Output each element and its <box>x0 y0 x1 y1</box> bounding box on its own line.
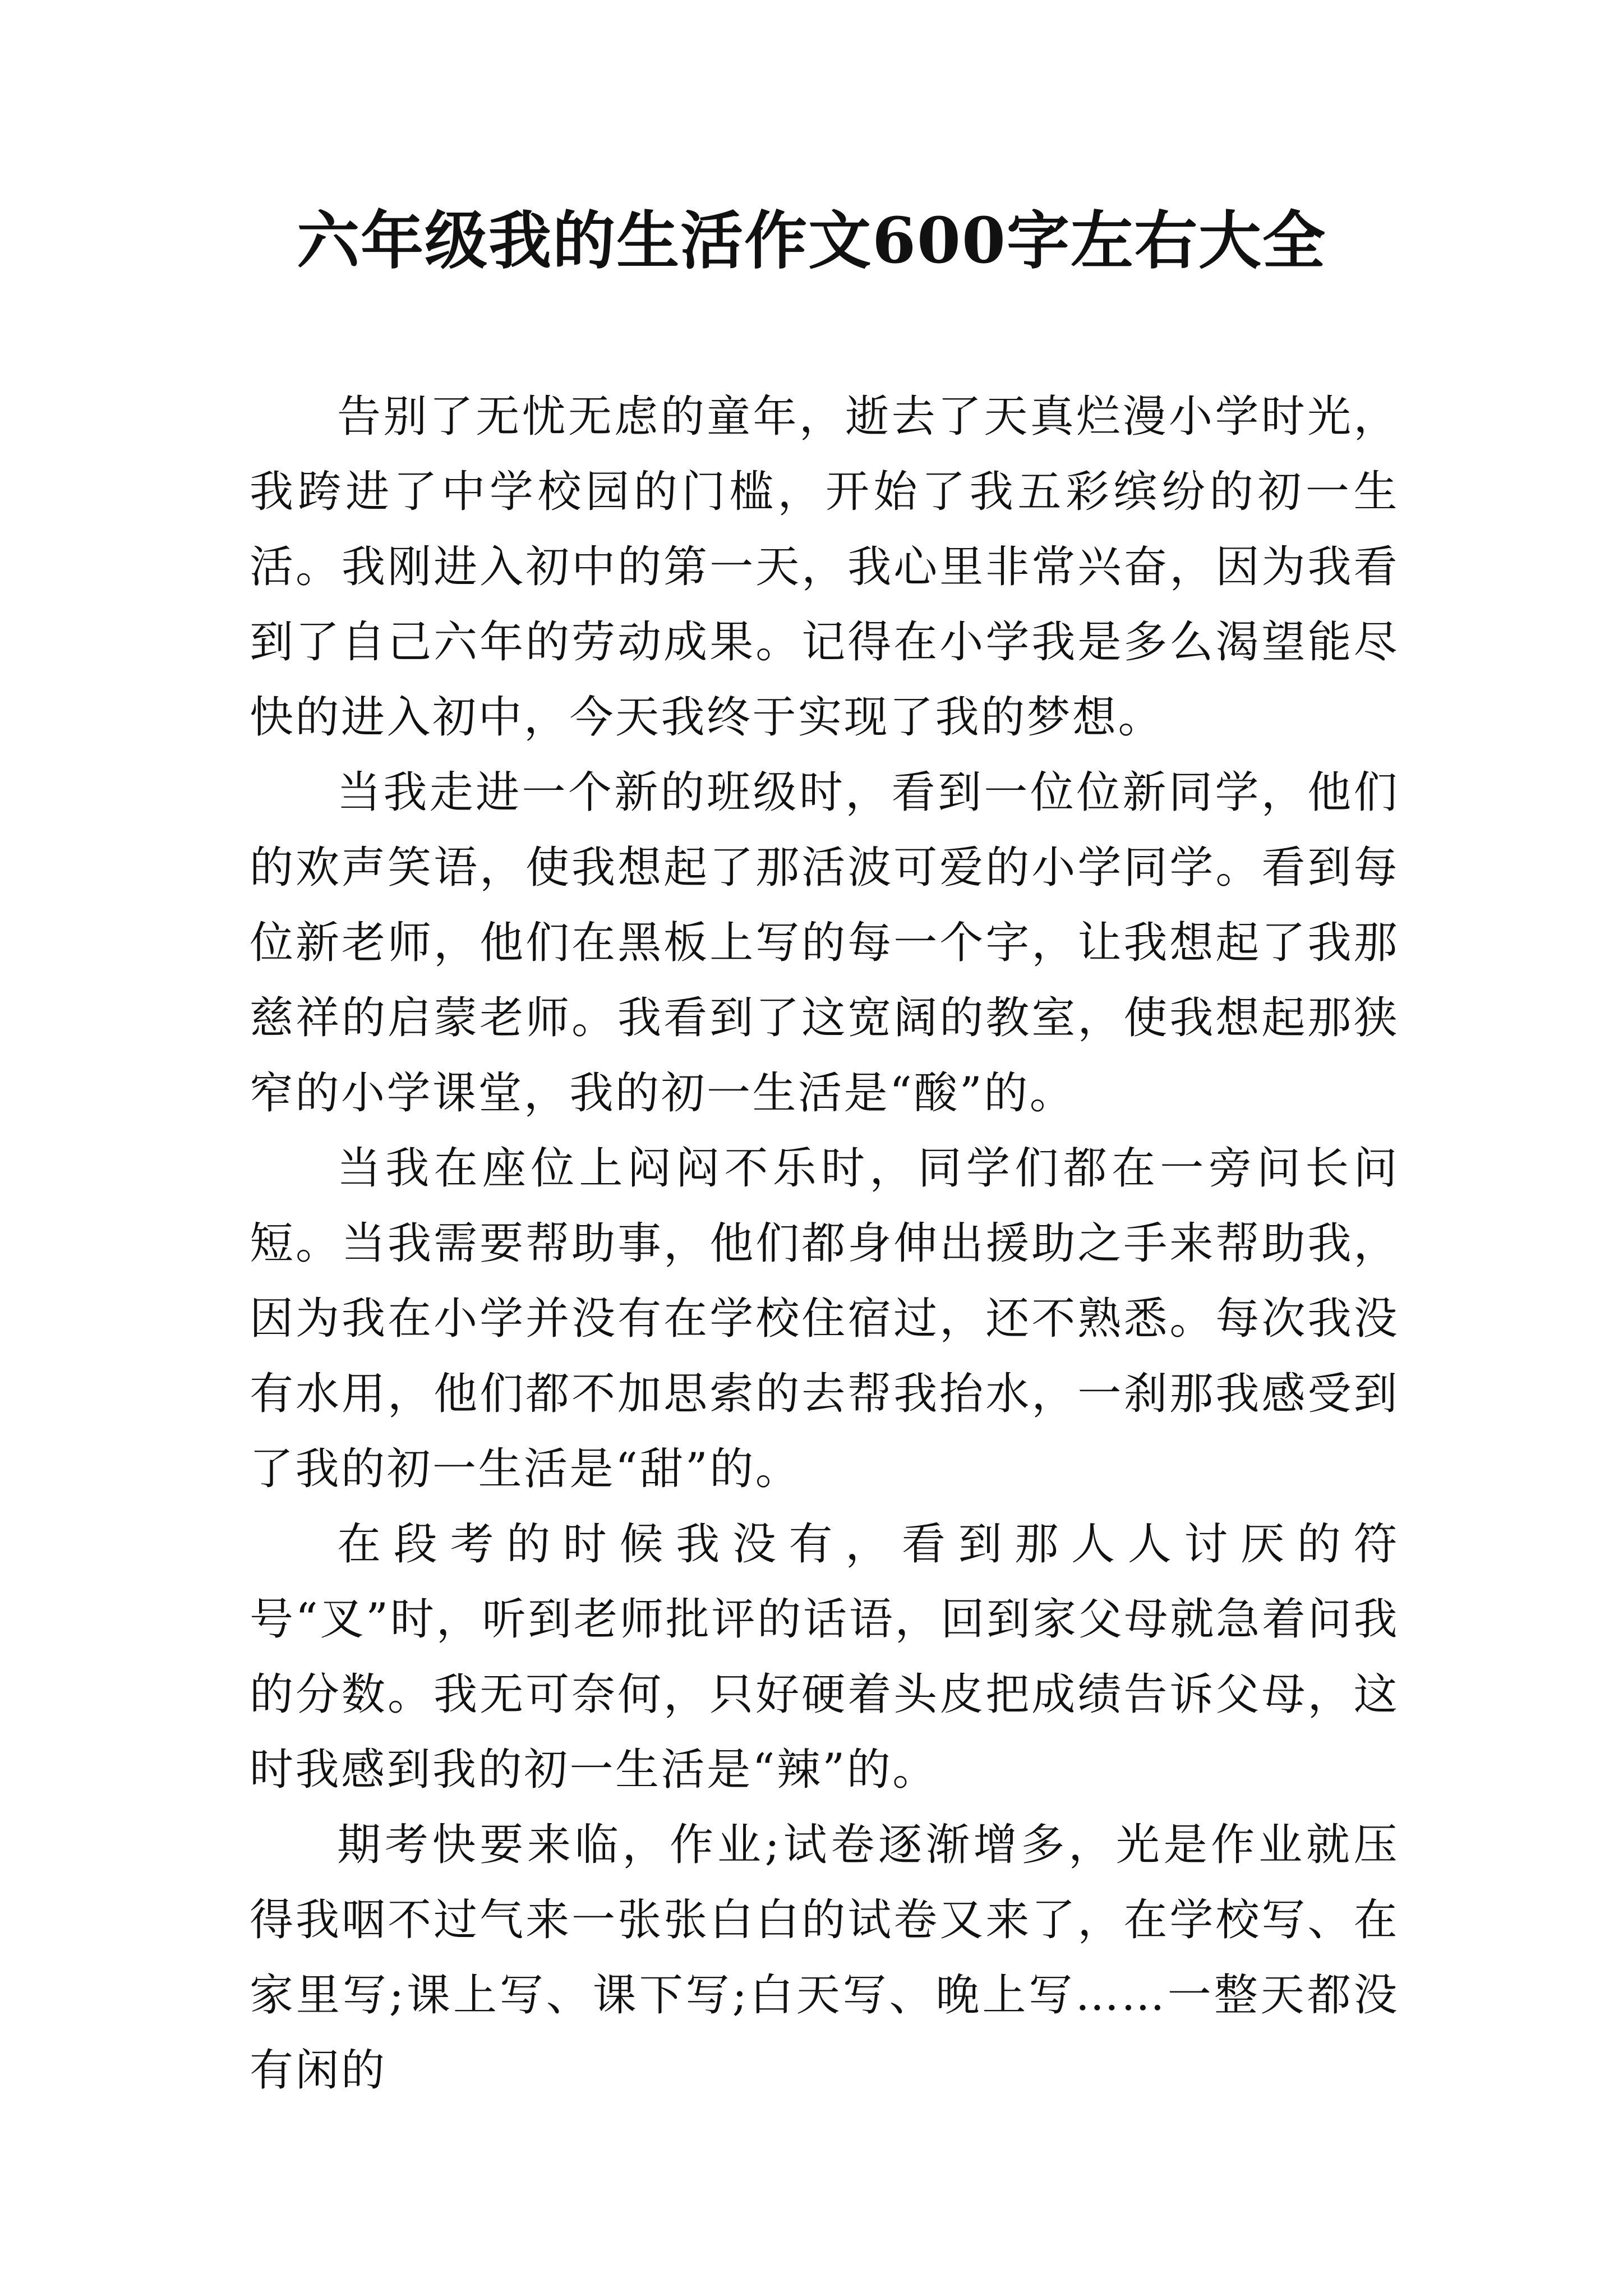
paragraph: 当我在座位上闷闷不乐时，同学们都在一旁问长问短。当我需要帮助事，他们都身伸出援助之手来帮助我，因为我在小学并没有在学校住宿过，还不熟悉。每次我没有水用，他们都不加思索的去帮我抬水，一刹那我感受到了我的初一生活是“甜”的。 <box>250 1143 1399 1494</box>
paragraph: 当我走进一个新的班级时，看到一位位新同学，他们的欢声笑语，使我想起了那活波可爱的小学同学。看到每位新老师，他们在黑板上写的每一个字，让我想起了我那慈祥的启蒙老师。我看到了这宽阔的教室，使我想起那狭窄的小学课堂，我的初一生活是“酸”的。 <box>250 767 1399 1119</box>
document-body <box>250 379 1399 2108</box>
document-title: 六年级我的生活作文600字左右大全 <box>297 204 1326 278</box>
paragraph: 在段考的时候我没有，看到那人人讨厌的符号“叉”时，听到老师批评的话语，回到家父母就急着问我的分数。我无可奈何，只好硬着头皮把成绩告诉父母，这时我感到我的初一生活是“辣”的。 <box>250 1519 1399 1795</box>
paragraph: 告别了无忧无虑的童年，逝去了天真烂漫小学时光，我跨进了中学校园的门槛，开始了我五彩缤纷的初一生活。我刚进入初中的第一天，我心里非常兴奋，因为我看到了自己六年的劳动成果。记得在小学我是多么渴望能尽快的进入初中，今天我终于实现了我的梦想。 <box>250 392 1399 743</box>
paragraph: 期考快要来临，作业;试卷逐渐增多，光是作业就压得我咽不过气来一张张白白的试卷又来了，在学校写、在家里写;课上写、课下写;白天写、晚上写……一整天都没有闲的 <box>250 1820 1399 2096</box>
